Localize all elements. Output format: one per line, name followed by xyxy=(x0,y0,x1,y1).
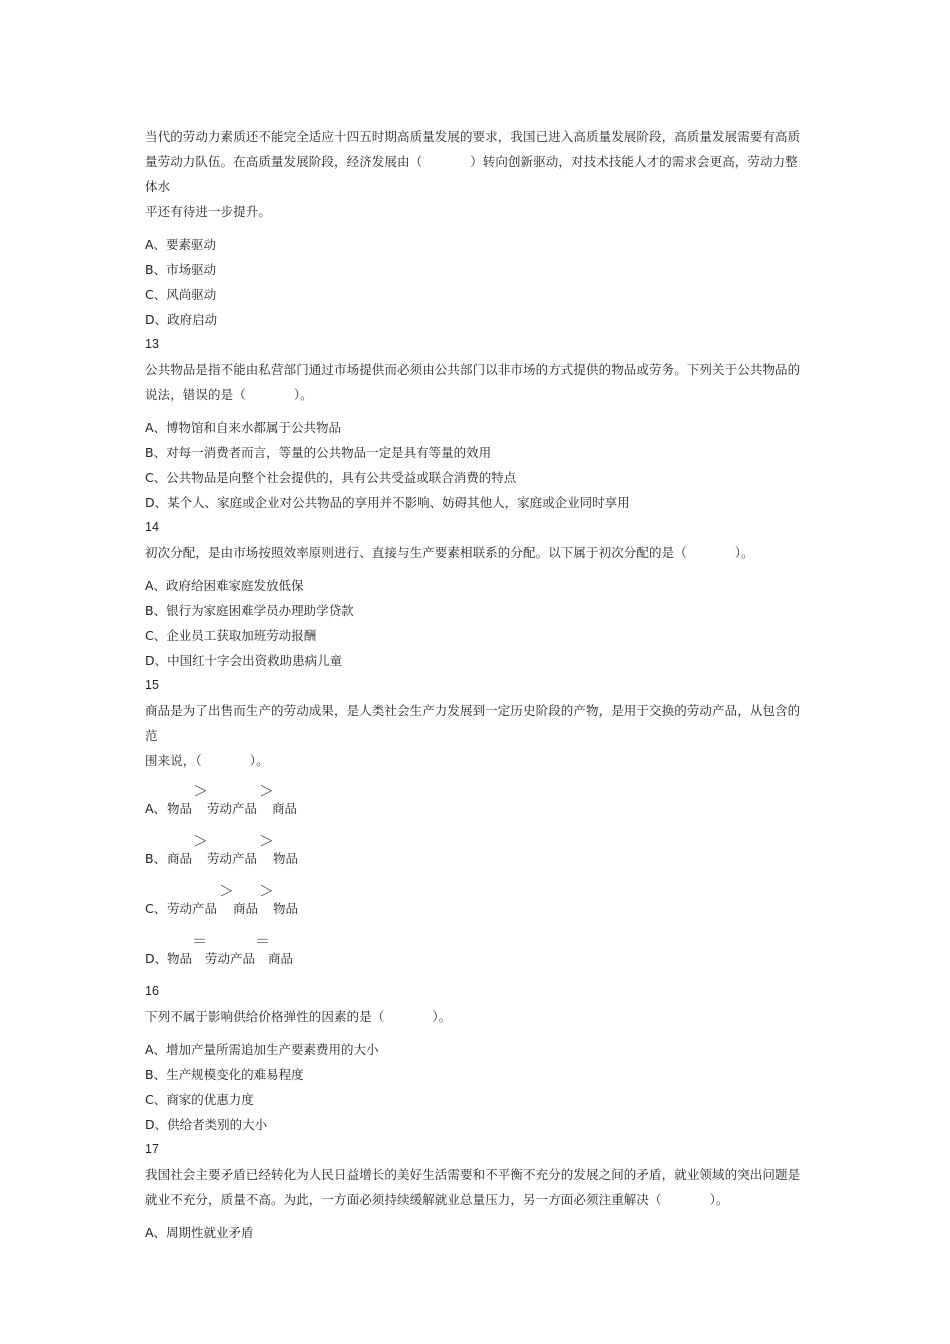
option-c xyxy=(145,873,810,923)
question-15 xyxy=(145,673,810,973)
option-a: A、政府给困难家庭发放低保 xyxy=(145,578,304,593)
option-a: A、博物馆和自来水都属于公共物品 xyxy=(145,420,342,435)
option-item: 商品 xyxy=(233,901,259,916)
question-stem: 公共物品是指不能由私营部门通过市场提供而必须由公共部门以非市场的方式提供的物品或劳务。下列关于公共物品的 说法，错误的是（ ）。 xyxy=(145,362,801,402)
option-d: D、中国红十字会出资救助患病儿童 xyxy=(145,653,343,668)
option-item: 劳动产品 xyxy=(207,851,258,866)
option-b: B、对每一消费者而言，等量的公共物品一定是具有等量的效用 xyxy=(145,445,492,460)
option-b: B、市场驱动 xyxy=(145,262,217,277)
option-a: A、要素驱动 xyxy=(145,237,217,252)
option-item: 商品 xyxy=(167,851,193,866)
question-12 xyxy=(145,124,810,332)
option-item: 劳动产品 xyxy=(207,801,258,816)
option-letter: A、 xyxy=(145,801,167,816)
question-number: 15 xyxy=(145,678,159,692)
equals-symbol: ＝ xyxy=(192,932,208,950)
option-b: B、银行为家庭困难学员办理助学贷款 xyxy=(145,603,354,618)
option-letter: B、 xyxy=(145,851,167,866)
question-13 xyxy=(145,332,810,515)
question-14 xyxy=(145,515,810,673)
option-d: D、某个人、家庭或企业对公共物品的享用并不影响、妨碍其他人，家庭或企业同时享用 xyxy=(145,495,630,510)
option-d xyxy=(145,923,810,973)
greater-than-symbol: ＞ xyxy=(193,832,209,850)
option-letter: C、 xyxy=(145,901,167,916)
option-c: C、企业员工获取加班劳动报酬 xyxy=(145,628,317,643)
document-page xyxy=(145,124,810,1245)
option-a xyxy=(145,773,810,823)
option-item: 劳动产品 xyxy=(167,901,218,916)
option-item: 商品 xyxy=(268,951,294,966)
option-item: 商品 xyxy=(272,801,298,816)
question-16 xyxy=(145,979,810,1137)
option-item: 物品 xyxy=(167,801,193,816)
question-17 xyxy=(145,1137,810,1245)
question-stem: 初次分配，是由市场按照效率原则进行、直接与生产要素相联系的分配。以下属于初次分配的是（ ）。 xyxy=(145,545,754,560)
option-item: 物品 xyxy=(273,901,299,916)
option-a: A、增加产量所需追加生产要素费用的大小 xyxy=(145,1042,379,1057)
question-number: 17 xyxy=(145,1142,159,1156)
greater-than-symbol: ＞ xyxy=(259,832,275,850)
question-stem: 当代的劳动力素质还不能完全适应十四五时期高质量发展的要求，我国已进入高质量发展阶段，高质量发展需要有高质 量劳动力队伍。在高质量发展阶段，经济发展由（ ）转向创新驱动，对技术技能人才的需求会更高，劳动力整体水 平还有待进一步提升。 xyxy=(145,129,801,219)
option-d: D、政府启动 xyxy=(145,312,218,327)
option-c: C、商家的优惠力度 xyxy=(145,1092,254,1107)
option-c: C、风尚驱动 xyxy=(145,287,217,302)
option-d: D、供给者类别的大小 xyxy=(145,1117,268,1132)
question-number: 14 xyxy=(145,520,159,534)
question-stem: 下列不属于影响供给价格弹性的因素的是（ ）。 xyxy=(145,1009,452,1024)
option-letter: D、 xyxy=(145,951,168,966)
greater-than-symbol: ＞ xyxy=(259,782,275,800)
greater-than-symbol: ＞ xyxy=(219,882,235,900)
greater-than-symbol: ＞ xyxy=(259,882,275,900)
option-a: A、周期性就业矛盾 xyxy=(145,1225,254,1240)
option-b: B、生产规模变化的难易程度 xyxy=(145,1067,304,1082)
option-item: 劳动产品 xyxy=(205,951,256,966)
option-item: 物品 xyxy=(167,951,193,966)
option-c: C、公共物品是向整个社会提供的，具有公共受益或联合消费的特点 xyxy=(145,470,517,485)
question-number: 16 xyxy=(145,984,159,998)
equals-symbol: ＝ xyxy=(255,932,271,950)
question-stem: 我国社会主要矛盾已经转化为人民日益增长的美好生活需要和不平衡不充分的发展之间的矛盾，就业领域的突出问题是 就业不充分，质量不高。为此，一方面必须持续缓解就业总量压力，另一方面必须注重解决（ ）。 xyxy=(145,1167,801,1207)
greater-than-symbol: ＞ xyxy=(193,782,209,800)
question-number: 13 xyxy=(145,337,159,351)
option-b xyxy=(145,823,810,873)
question-stem: 商品是为了出售而生产的劳动成果，是人类社会生产力发展到一定历史阶段的产物，是用于交换的劳动产品，从包含的范 围来说，（ ）。 xyxy=(145,703,801,768)
option-item: 物品 xyxy=(273,851,299,866)
